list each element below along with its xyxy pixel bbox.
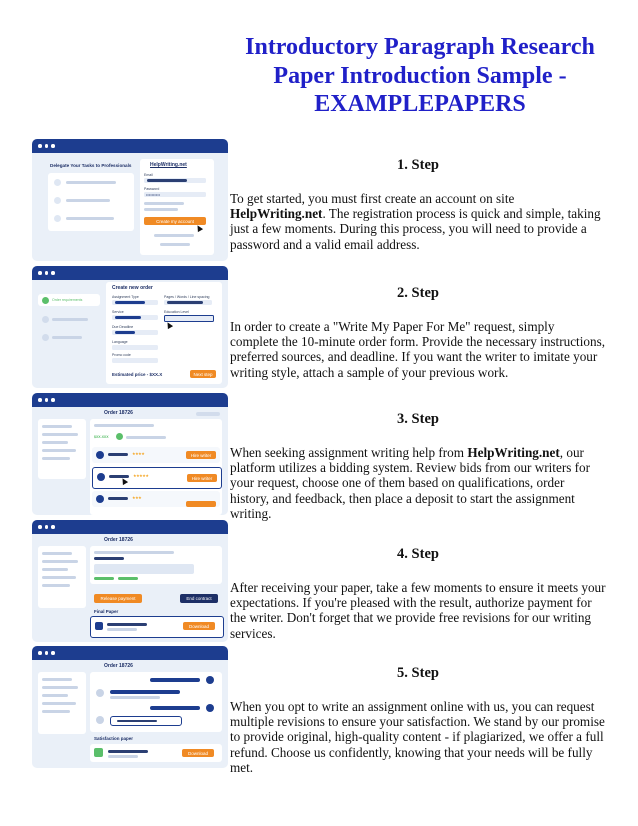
amount-value: $XX.XXX <box>94 435 109 439</box>
final-paper-label: Final Paper <box>94 609 119 614</box>
window-bar <box>32 266 228 280</box>
page-title: Introductory Paragraph Research Paper Introduction Sample - EXAMPLEPAPERS <box>245 34 595 117</box>
password-field[interactable]: •••••••••• <box>144 192 206 197</box>
step-text: When you opt to write an assignment online with us, you can request multiple revisions to ensure your satisfaction. We stand by our promise to provide original, high-quality content - if plagiarized, we offer a full refund. Choose us confidently, knowing that your needs will be fully met. <box>230 699 605 775</box>
hire-writer-button[interactable]: Hire writer <box>187 474 217 482</box>
step-4-screenshot <box>32 520 228 642</box>
window-bar <box>32 520 228 534</box>
satisfaction-paper-file[interactable] <box>90 744 222 762</box>
bid-row[interactable] <box>92 447 220 463</box>
screen-heading: Order 18726 <box>104 537 133 543</box>
final-paper-file[interactable] <box>90 616 224 638</box>
brand-link: HelpWriting.net <box>230 206 323 222</box>
step-title: 2. Step <box>397 285 439 301</box>
step-1-screenshot <box>32 139 228 261</box>
cursor-icon <box>120 477 128 485</box>
rating-stars: ★★★★★ <box>133 473 149 478</box>
chat-panel <box>90 672 222 732</box>
cursor-icon <box>195 224 203 232</box>
rating-stars: ★★★ <box>132 495 142 500</box>
order-form: Create new order Assignment Type Pages / Words / Line spacing Service Education Level Due Deadline Language Promo code Estimated price - $XX.X Next step <box>106 282 222 384</box>
side-panel <box>48 173 134 231</box>
step-5-screenshot <box>32 646 228 768</box>
step-3-screenshot <box>32 393 228 515</box>
promo-field[interactable] <box>112 358 158 363</box>
rating-stars: ★★★★ <box>132 451 145 456</box>
step-text: In order to create a "Write My Paper For Me" request, simply complete the 10-minute order form. Provide the necessary instructions, preferred sources, and deadline. If you want the writer to imitate your writing style, attach a sample of your previous work. <box>230 319 606 380</box>
download-button[interactable]: Download <box>182 749 214 757</box>
step-text: To get started, you must first create an account on site HelpWriting.net. The registration process is quick and simple, taking just a few moments. During this process, you will need to provide a password and a valid email address. <box>230 191 601 252</box>
end-contract-button[interactable]: End contract <box>180 594 218 603</box>
step-title: 5. Step <box>397 665 439 681</box>
signup-form <box>140 159 214 255</box>
step-3 <box>230 411 606 521</box>
step-text: When seeking assignment writing help from HelpWriting.net, our platform utilizes a bidding system. Review bids from our writers for your request, choose one of them based on qualifications, order history, and feedback, then place a deposit to start the assignment writing. <box>230 445 591 521</box>
language-select[interactable] <box>112 345 158 350</box>
hire-writer-button[interactable]: Hire writer <box>186 451 216 459</box>
step-4 <box>230 546 606 641</box>
password-label: Password <box>144 187 160 191</box>
pages-select[interactable] <box>164 300 212 305</box>
order-details <box>38 419 86 479</box>
email-label: Email <box>144 173 153 177</box>
step-text: After receiving your paper, take a few moments to ensure it meets your expectations. If you're pleased with the result, authorize payment for the writer. Don't forget that we provide free revisions for our writing services. <box>230 580 606 641</box>
step-2-screenshot <box>32 266 228 388</box>
order-sidebar <box>38 290 100 382</box>
step-title: 4. Step <box>397 546 439 562</box>
estimated-price: Estimated price - $XX.X <box>112 372 163 377</box>
bid-row[interactable] <box>92 491 220 507</box>
service-select[interactable] <box>112 315 158 320</box>
screen-heading: Order 18726 <box>104 663 133 669</box>
brand-link: HelpWriting.net <box>467 445 560 460</box>
sidebar-item-requirements[interactable]: Order requirements <box>52 298 83 302</box>
email-field[interactable] <box>144 178 206 183</box>
download-button[interactable]: Download <box>183 622 215 630</box>
order-details <box>38 546 86 608</box>
create-account-button[interactable]: Create my account <box>144 217 206 225</box>
satisfaction-paper-label: Satisfaction paper <box>94 736 134 741</box>
bid-row-selected[interactable] <box>92 467 222 489</box>
screen-heading: Delegate Your Tasks to Professionals <box>50 163 132 168</box>
window-bar <box>32 646 228 660</box>
step-2 <box>230 285 606 380</box>
step-1 <box>230 157 606 252</box>
step-5 <box>230 665 606 775</box>
hire-writer-button[interactable] <box>186 501 216 507</box>
screen-heading: Create new order <box>112 285 153 291</box>
deadline-field[interactable] <box>112 330 158 335</box>
window-bar <box>32 139 228 153</box>
release-payment-button[interactable]: Release payment <box>94 594 142 603</box>
next-step-button[interactable]: Next step <box>190 370 216 378</box>
step-title: 3. Step <box>397 411 439 427</box>
assignment-type-select[interactable] <box>112 300 158 305</box>
cursor-icon <box>165 321 173 329</box>
window-bar <box>32 393 228 407</box>
screen-heading: Order 18726 <box>104 410 133 416</box>
order-panel <box>90 546 222 584</box>
step-title: 1. Step <box>397 157 439 173</box>
bids-panel <box>90 419 222 515</box>
education-select[interactable] <box>164 315 214 322</box>
order-details <box>38 672 86 734</box>
brand-logo: HelpWriting.net <box>150 162 187 168</box>
